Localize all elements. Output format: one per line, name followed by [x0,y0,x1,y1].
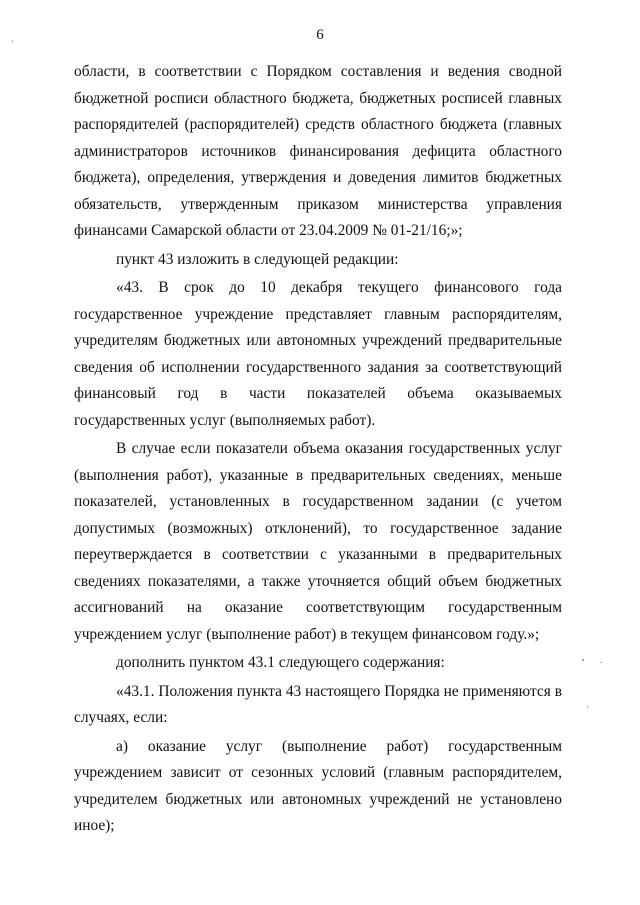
scan-speck [600,662,602,663]
scan-speck [587,706,588,708]
scan-speck [582,659,584,661]
document-body [74,59,562,840]
paragraph-amendment-43-intro: пункт 43 изложить в следующей редакции: [116,250,399,268]
scan-speck [12,40,13,42]
page-number: 6 [316,27,324,43]
paragraph-continuation: области, в соответствии с Порядком составления и ведения сводной бюджетной росписи областного бюджета, бюджетных росписей главных распорядителей (распорядителей) средств областного бюджета (главных администраторов источников финансирования дефицита областного бюджета), определения, утверждения и доведения лимитов бюджетных обязательств, утвержденным приказом министерства управления финансами Самарской области от 23.04.2009 № 01-21/16;»; [74,63,562,239]
paragraph-point-43: «43. В срок до 10 декабря текущего финансового года государственное учреждение представляет главным распорядителям, учредителям бюджетных или автономных учреждений предварительные сведения об исполнении государственного задания за соответствующий финансовый год в части показателей объема оказываемых государственных услуг (выполняемых работ). [74,279,562,429]
paragraph-amendment-43-1-intro: дополнить пунктом 43.1 следующего содержания: [116,654,445,671]
paragraph-point-43-1: «43.1. Положения пункта 43 настоящего Порядка не применяются в случаях, если: [74,682,562,726]
paragraph-point-43-reduction: В случае если показатели объема оказания государственных услуг (выполнения работ), указанные в предварительных сведениях, меньше показателей, установленных в государственном задании (с учетом допустимых (возможных) отклонений), то государственное задание переутверждается в соответствии с указанными в предварительных сведениях показателями, а также уточняется общий объем бюджетных ассигнований на оказание соответствующим государственным учреждением услуг (выполнение работ) в текущем финансовом году.»; [74,440,562,643]
paragraph-point-43-1-a: а) оказание услуг (выполнение работ) государственным учреждением зависит от сезонных условий (главным распорядителем, учредителем бюджетных или автономных учреждений не установлено иное); [74,737,562,834]
